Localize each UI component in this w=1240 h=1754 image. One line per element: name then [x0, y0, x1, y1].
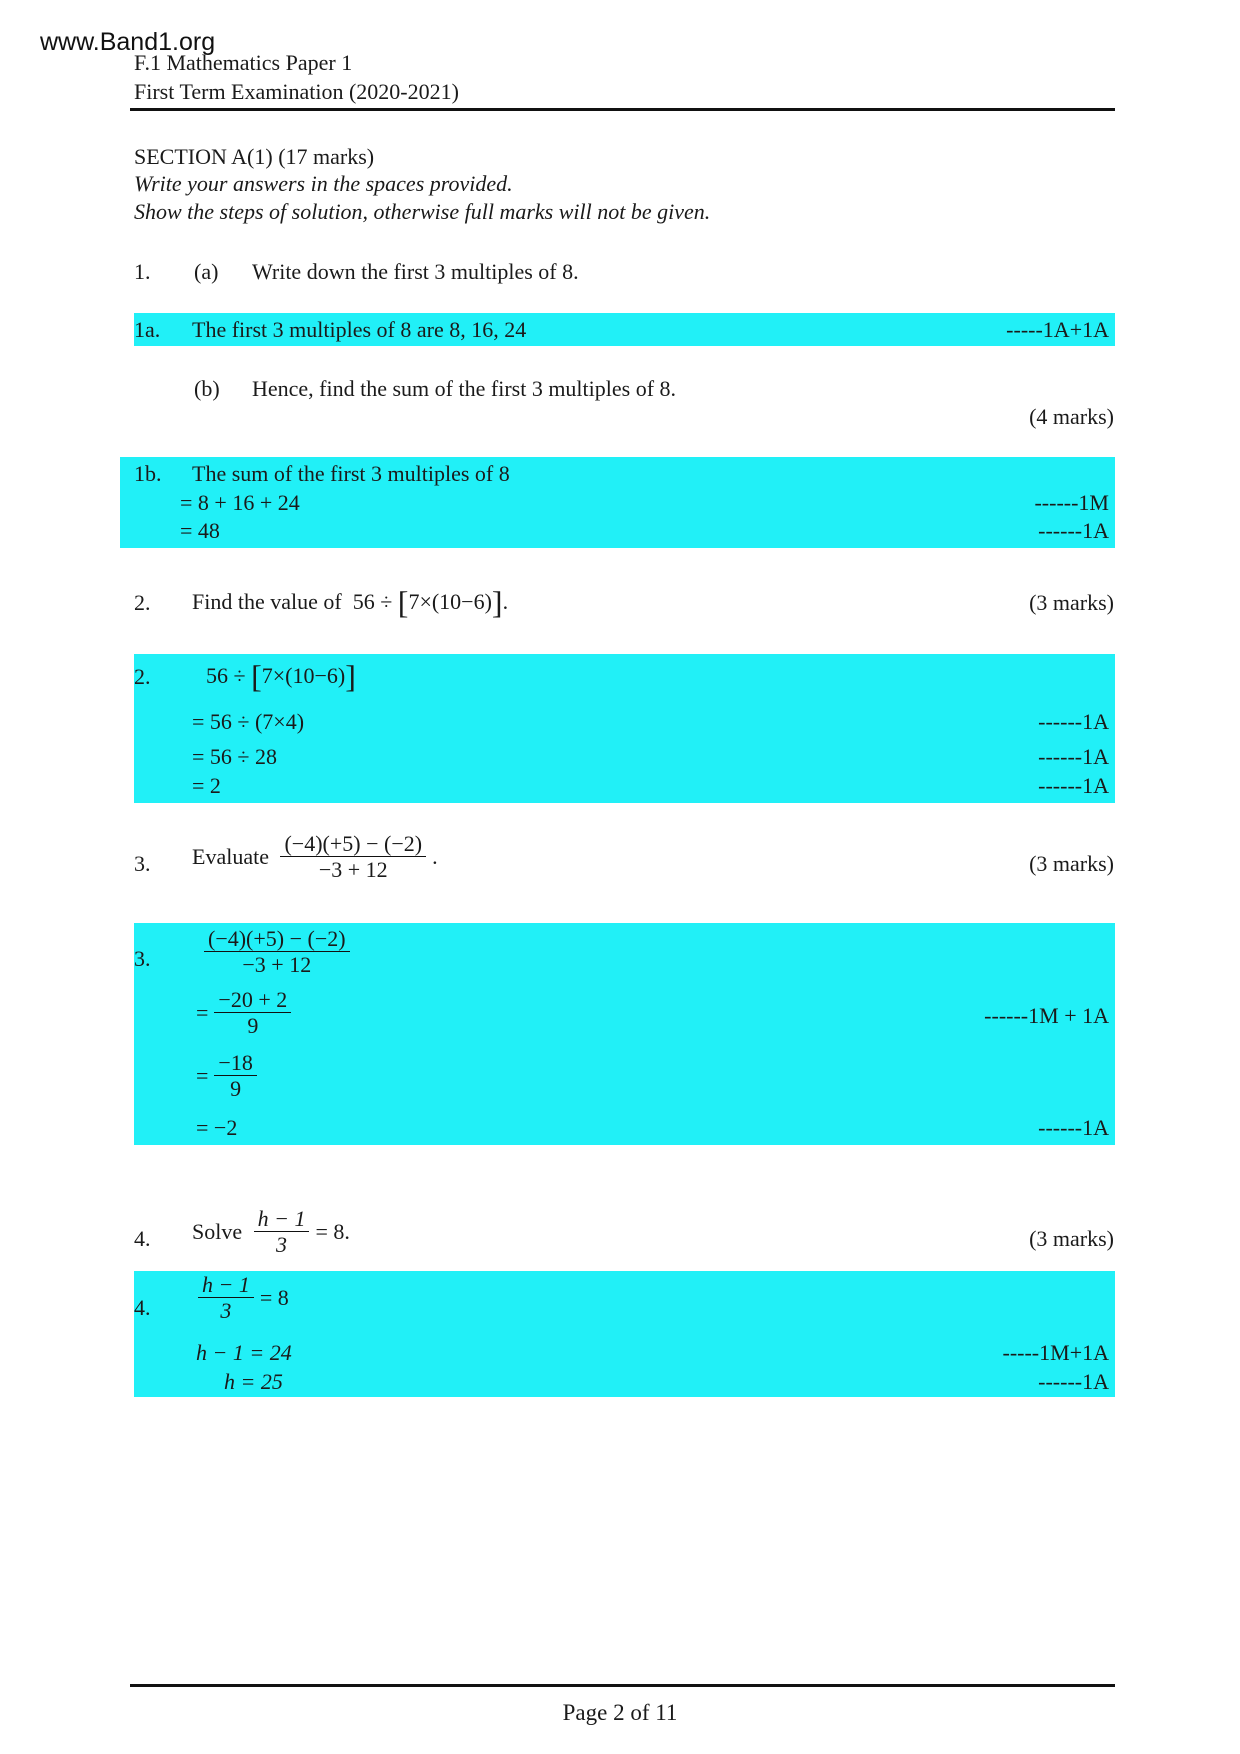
section-heading: SECTION A(1) (17 marks)	[134, 144, 375, 169]
q4-rhs: = 8.	[315, 1219, 350, 1245]
header-rule	[130, 108, 1115, 111]
q3-fraction	[280, 832, 426, 882]
q1-number: 1.	[134, 259, 151, 284]
marking-scheme: -----1M+1A	[1002, 1340, 1109, 1365]
a2-expr-start: 56 ÷	[206, 663, 252, 688]
q4-number: 4.	[134, 1226, 151, 1251]
a2-expr-inner: 7×(10−6)	[261, 663, 346, 688]
answer-line-1: The sum of the first 3 multiples of 8	[192, 461, 510, 486]
q1b-label: (b)	[194, 376, 220, 401]
q4-fraction	[254, 1207, 310, 1257]
q2-number: 2.	[134, 590, 151, 615]
answer-line-3: = 56 ÷ 28	[192, 744, 277, 769]
answer-label: 1b.	[134, 461, 162, 486]
fraction-denominator: −3 + 12	[318, 857, 388, 883]
fraction-numerator: (−4)(+5) − (−2)	[280, 832, 426, 857]
q3-marks: (3 marks)	[1029, 851, 1114, 876]
fraction	[198, 1273, 254, 1323]
answer-line-4: = 2	[192, 773, 221, 798]
fraction-denominator: 9	[247, 1013, 259, 1039]
q3-number: 3.	[134, 851, 151, 876]
right-bracket: ]	[491, 584, 503, 620]
answer-fraction-3	[196, 1051, 263, 1101]
fraction	[214, 988, 291, 1038]
answer-1a	[134, 313, 1115, 346]
footer-rule	[130, 1684, 1115, 1687]
answer-fraction-1	[198, 927, 356, 977]
page-number: Page 2 of 11	[562, 1700, 678, 1725]
marking-scheme: ------1M + 1A	[984, 1003, 1109, 1028]
fraction-denominator: 3	[276, 1232, 288, 1258]
q1a-text: Write down the first 3 multiples of 8.	[252, 259, 579, 284]
answer-text: The first 3 multiples of 8 are 8, 16, 24	[192, 317, 527, 342]
q1a-label: (a)	[194, 259, 219, 284]
instruction-1: Write your answers in the spaces provided.	[134, 171, 513, 196]
marking-scheme: ------1A	[1038, 709, 1109, 734]
q2-marks: (3 marks)	[1029, 590, 1114, 615]
q2-expr-start: 56 ÷	[352, 589, 398, 614]
marking-scheme: ------1A	[1038, 518, 1109, 543]
watermark: www.Band1.org	[40, 28, 216, 56]
fraction-denominator: −3 + 12	[242, 952, 312, 978]
marking-scheme: ------1A	[1038, 773, 1109, 798]
left-bracket: [	[251, 658, 262, 694]
q2-prompt: Find the value of	[192, 589, 342, 614]
fraction-numerator: −18	[214, 1051, 256, 1076]
answer-line-4: = −2	[196, 1115, 238, 1140]
q2-text	[192, 584, 508, 621]
q4-prompt: Solve	[192, 1219, 243, 1245]
answer-label: 1a.	[134, 317, 161, 342]
q4-text	[192, 1207, 350, 1257]
q3-end: .	[432, 844, 438, 870]
answer-line-3: h = 25	[224, 1369, 283, 1394]
marking-scheme: ------1A	[1038, 1369, 1109, 1394]
q1b-text: Hence, find the sum of the first 3 multiples of 8.	[252, 376, 677, 401]
paper-title: F.1 Mathematics Paper 1	[134, 50, 353, 75]
marking-scheme: ------1A	[1038, 1115, 1109, 1140]
fraction-denominator: 9	[230, 1076, 242, 1102]
answer-line-3: = 48	[180, 518, 220, 543]
fraction-numerator: h − 1	[254, 1207, 310, 1232]
answer-label: 2.	[134, 664, 151, 689]
marking-scheme: -----1A+1A	[1006, 317, 1109, 342]
q3-prompt: Evaluate	[192, 844, 269, 870]
answer-line-2: = 8 + 16 + 24	[180, 490, 300, 515]
equals-eight: = 8	[259, 1285, 289, 1311]
q1-marks: (4 marks)	[1029, 404, 1114, 429]
equals-sign: =	[196, 1063, 209, 1089]
exam-subtitle: First Term Examination (2020-2021)	[134, 79, 459, 104]
answer-line-2: = 56 ÷ (7×4)	[192, 709, 305, 734]
q2-expr-inner: 7×(10−6)	[408, 589, 492, 614]
fraction	[214, 1051, 256, 1101]
fraction	[204, 927, 350, 977]
q2-expr-end: .	[502, 589, 509, 614]
left-bracket: [	[397, 584, 409, 620]
answer-3	[134, 923, 1115, 1145]
answer-line-1	[206, 658, 356, 695]
fraction-denominator: 3	[220, 1298, 232, 1324]
instruction-2: Show the steps of solution, otherwise full marks will not be given.	[134, 199, 711, 224]
fraction-numerator: h − 1	[198, 1273, 254, 1298]
answer-2	[134, 654, 1115, 803]
marking-scheme: ------1A	[1038, 744, 1109, 769]
answer-label: 3.	[134, 946, 151, 971]
answer-4	[134, 1271, 1115, 1397]
q3-text	[192, 832, 438, 882]
q4-marks: (3 marks)	[1029, 1226, 1114, 1251]
answer-label: 4.	[134, 1295, 151, 1320]
answer-line-2: h − 1 = 24	[196, 1340, 292, 1365]
answer-1b	[120, 457, 1115, 548]
answer-line-1	[192, 1273, 289, 1323]
fraction-numerator: −20 + 2	[214, 988, 291, 1013]
right-bracket: ]	[345, 658, 356, 694]
marking-scheme: ------1M	[1034, 490, 1109, 515]
fraction-numerator: (−4)(+5) − (−2)	[204, 927, 350, 952]
answer-fraction-2	[196, 988, 297, 1038]
equals-sign: =	[196, 1000, 209, 1026]
